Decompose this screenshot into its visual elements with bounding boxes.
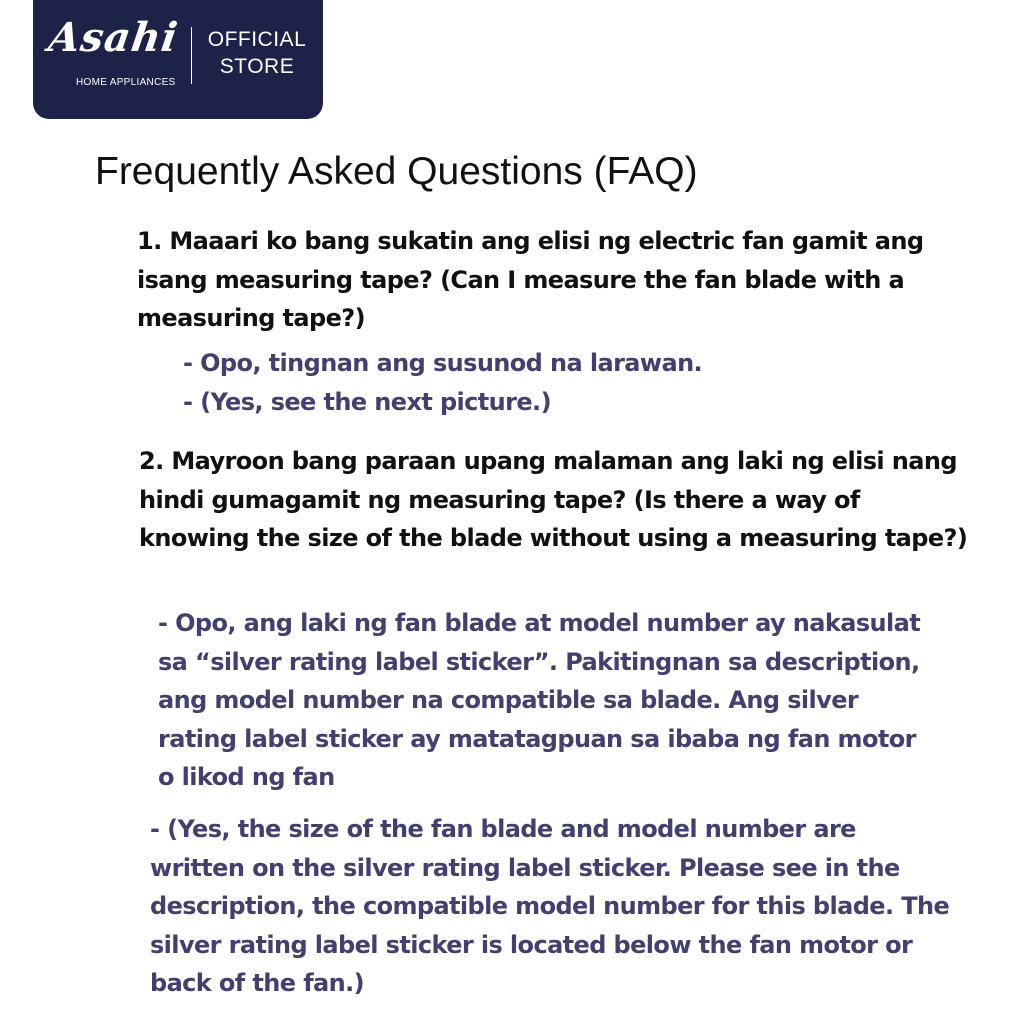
faq-answer-1 bbox=[183, 344, 963, 421]
faq-question-2: 2. Mayroon bang paraan upang malaman ang laki ng elisi nang hindi gumagamit ng measuring tape? (Is there a way of knowing the size of the blade without using a measuring tape?) bbox=[139, 447, 968, 552]
store-line-1: OFFICIAL bbox=[207, 28, 307, 51]
logo-subtitle: HOME APPLIANCES bbox=[76, 77, 176, 88]
page-title: Frequently Asked Questions (FAQ) bbox=[95, 150, 698, 193]
faq-answer-2-english: - (Yes, the size of the fan blade and model number are written on the silver rating label sticker. Please see in the description, the compatible model number for this blade. The silver rating label sticker is located below the fan motor or back of the fan.) bbox=[150, 815, 950, 997]
faq-answer-2-tagalog: - Opo, ang laki ng fan blade at model number ay nakasulat sa “silver rating label sticker”. Pakitingnan sa description, ang model number na compatible sa blade. Ang silver rating label sticker ay matatagpuan sa ibaba ng fan motor o likod ng fan bbox=[158, 609, 921, 791]
badge-divider bbox=[191, 27, 192, 84]
faq-answer-1-english: - (Yes, see the next picture.) bbox=[183, 387, 551, 416]
official-store-label bbox=[203, 26, 311, 80]
official-store-badge bbox=[33, 0, 323, 119]
asahi-logo: Asahi bbox=[45, 14, 182, 61]
faq-question-1: 1. Maaari ko bang sukatin ang elisi ng electric fan gamit ang isang measuring tape? (Can I measure the fan blade with a measuring tape?) bbox=[137, 227, 924, 332]
faq-answer-1-tagalog: - Opo, tingnan ang susunod na larawan. bbox=[183, 349, 703, 377]
store-line-2: STORE bbox=[219, 55, 295, 78]
